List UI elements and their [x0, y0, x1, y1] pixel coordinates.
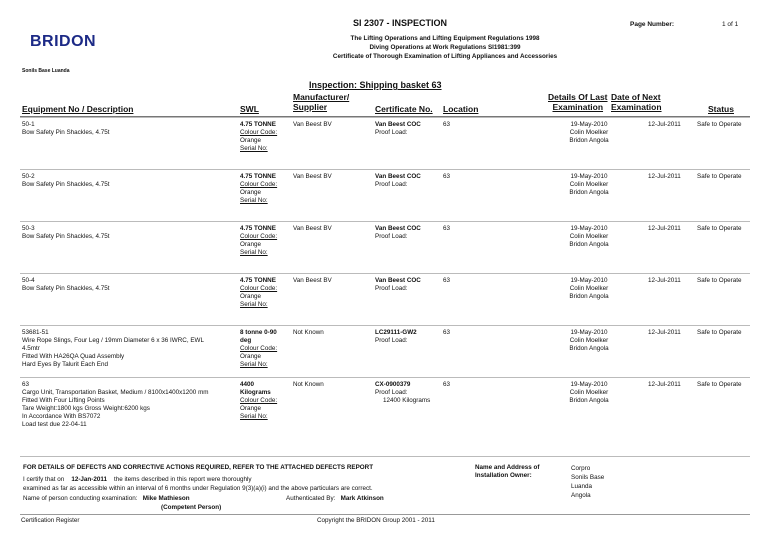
equipment-number: 53681-51	[22, 329, 49, 336]
swl-cell	[240, 329, 292, 369]
status-cell: Safe to Operate	[697, 329, 742, 336]
status-cell: Safe to Operate	[697, 381, 742, 388]
certificate-cell	[375, 173, 421, 189]
last-exam-org: Bridon Angola	[569, 345, 609, 352]
certification-register: Certification Register	[21, 517, 80, 524]
equipment-cell	[22, 121, 240, 137]
owner-address-line: Sonils Base	[571, 474, 605, 481]
col-manufacturer-line2: Supplier	[293, 102, 328, 112]
serial-no-label: Serial No:	[240, 413, 268, 420]
equipment-description-line: Fitted With HA26QA Quad Assembly	[22, 353, 125, 360]
swl-value-cont: Kilograms	[240, 389, 271, 396]
equipment-description-line: 4.5mtr	[22, 345, 40, 352]
colour-code-value: Orange	[240, 137, 262, 144]
col-manufacturer-line1: Manufacturer/	[293, 92, 350, 102]
examiner-name: Mike Mathieson	[142, 495, 190, 502]
location-cell: 63	[443, 329, 451, 336]
certify-line	[23, 476, 252, 483]
last-exam-cell	[547, 277, 631, 301]
equipment-cell	[22, 381, 240, 429]
next-exam-cell: 12-Jul-2011	[648, 277, 681, 284]
equipment-description-line: Bow Safety Pin Shackles, 4.75t	[22, 129, 110, 136]
last-exam-cell	[547, 225, 631, 249]
equipment-description-line: Cargo Unit, Transportation Basket, Medium / 8100x1400x1200 mm	[22, 389, 209, 396]
last-exam-date: 19-May-2010	[570, 173, 608, 180]
table-row	[20, 117, 750, 170]
swl-value: 4.75 TONNE	[240, 277, 276, 284]
certificate-cell	[375, 121, 421, 137]
col-next-exam	[611, 92, 662, 112]
manufacturer-cell: Van Beest BV	[293, 225, 332, 232]
colour-code-label: Colour Code:	[240, 285, 278, 292]
col-certificate: Certificate No.	[375, 104, 433, 114]
certificate-number: Van Beest COC	[375, 277, 421, 284]
regulation-line-1: The Lifting Operations and Lifting Equipment Regulations 1998	[350, 35, 540, 42]
next-exam-cell: 12-Jul-2011	[648, 173, 681, 180]
colour-code-value: Orange	[240, 241, 262, 248]
last-exam-org: Bridon Angola	[569, 293, 609, 300]
proof-load-label: Proof Load:	[375, 233, 408, 240]
last-exam-by: Colin Moelker	[569, 181, 609, 188]
last-exam-by: Colin Moelker	[569, 129, 609, 136]
last-exam-org: Bridon Angola	[569, 397, 609, 404]
next-exam-cell: 12-Jul-2011	[648, 329, 681, 336]
page-number-value: 1 of 1	[722, 21, 739, 28]
location-cell: 63	[443, 225, 451, 232]
equipment-number: 50-2	[22, 173, 35, 180]
last-exam-by: Colin Moelker	[569, 337, 609, 344]
status-cell: Safe to Operate	[697, 121, 742, 128]
regulation-line-2: Diving Operations at Work Regulations SI1981:399	[369, 44, 521, 51]
proof-load-label: Proof Load:	[375, 181, 408, 188]
col-manufacturer	[293, 92, 349, 112]
copyright: Copyright the BRIDON Group 2001 - 2011	[317, 517, 435, 524]
examiner-role: (Competent Person)	[161, 504, 222, 511]
table-row	[20, 273, 750, 326]
last-exam-date: 19-May-2010	[570, 381, 608, 388]
certificate-cell	[375, 329, 417, 345]
serial-no-label: Serial No:	[240, 145, 268, 152]
proof-load-label: Proof Load:	[375, 285, 408, 292]
examiner-line	[23, 495, 190, 502]
location-cell: 63	[443, 277, 451, 284]
manufacturer-cell: Not Known	[293, 381, 324, 388]
certify-pre: I certify that on	[23, 476, 65, 483]
regulation-line-3: Certificate of Thorough Examination of Lifting Appliances and Accessories	[332, 53, 558, 60]
colour-code-label: Colour Code:	[240, 129, 278, 136]
col-last-exam	[548, 92, 608, 112]
last-exam-date: 19-May-2010	[570, 277, 608, 284]
manufacturer-cell: Not Known	[293, 329, 324, 336]
location-cell: 63	[443, 173, 451, 180]
swl-cell	[240, 381, 292, 421]
swl-cell	[240, 173, 292, 205]
swl-value: 4400	[240, 381, 255, 388]
proof-load-value: 12400 Kilograms	[383, 397, 431, 404]
certificate-cell	[375, 225, 421, 241]
last-exam-by: Colin Moelker	[569, 389, 609, 396]
last-exam-date: 19-May-2010	[570, 329, 608, 336]
col-location: Location	[443, 104, 479, 114]
next-exam-cell: 12-Jul-2011	[648, 381, 681, 388]
last-exam-date: 19-May-2010	[570, 121, 608, 128]
defects-notice: FOR DETAILS OF DEFECTS AND CORRECTIVE ACTIONS REQUIRED, REFER TO THE ATTACHED DEFECTS REPORT	[23, 464, 374, 471]
manufacturer-cell: Van Beest BV	[293, 277, 332, 284]
col-last-exam-line2: Examination	[552, 102, 604, 112]
page-footer	[20, 514, 750, 524]
colour-code-label: Colour Code:	[240, 397, 278, 404]
serial-no-label: Serial No:	[240, 197, 268, 204]
certify-line-2: examined as far as accessible within an interval of 6 months under Regulation 9(3)(a)(i) and the above particulars are correct.	[23, 485, 373, 492]
owner-label-1: Name and Address of	[475, 464, 540, 471]
last-exam-cell	[547, 121, 631, 145]
equipment-cell	[22, 329, 240, 369]
inspection-title: Inspection: Shipping basket 63	[309, 80, 442, 90]
last-exam-cell	[547, 173, 631, 197]
colour-code-value: Orange	[240, 353, 262, 360]
serial-no-label: Serial No:	[240, 249, 268, 256]
colour-code-label: Colour Code:	[240, 181, 278, 188]
equipment-number: 50-4	[22, 277, 35, 284]
proof-load-label: Proof Load:	[375, 129, 408, 136]
certify-date: 12-Jan-2011	[71, 476, 108, 483]
col-status: Status	[708, 104, 734, 114]
table-row	[20, 169, 750, 222]
colour-code-label: Colour Code:	[240, 233, 278, 240]
status-cell: Safe to Operate	[697, 173, 742, 180]
manufacturer-cell: Van Beest BV	[293, 173, 332, 180]
next-exam-cell: 12-Jul-2011	[648, 225, 681, 232]
page-number-label: Page Number:	[630, 21, 675, 28]
table-row	[20, 377, 750, 430]
col-next-exam-line1: Date of Next	[611, 92, 661, 102]
equipment-cell	[22, 225, 240, 241]
last-exam-org: Bridon Angola	[569, 241, 609, 248]
certify-post: the items described in this report were thoroughly	[114, 476, 252, 483]
colour-code-value: Orange	[240, 405, 262, 412]
colour-code-label: Colour Code:	[240, 345, 278, 352]
swl-cell	[240, 225, 292, 257]
equipment-description-line: Bow Safety Pin Shackles, 4.75t	[22, 233, 110, 240]
swl-cell	[240, 277, 292, 309]
last-exam-org: Bridon Angola	[569, 137, 609, 144]
location-cell: 63	[443, 381, 451, 388]
table-row	[20, 221, 750, 274]
certificate-number: Van Beest COC	[375, 225, 421, 232]
owner-address	[571, 464, 604, 500]
equipment-cell	[22, 173, 240, 189]
table-row	[20, 325, 750, 378]
certificate-cell	[375, 381, 430, 405]
examiner-label: Name of person conducting examination:	[23, 495, 138, 502]
status-cell: Safe to Operate	[697, 277, 742, 284]
owner-address-line: Angola	[571, 492, 591, 499]
equipment-description-line: Wire Rope Slings, Four Leg / 19mm Diameter 6 x 36 IWRC, EWL	[22, 337, 204, 344]
col-swl: SWL	[240, 104, 259, 114]
page-title: SI 2307 - INSPECTION	[352, 18, 448, 28]
last-exam-cell	[547, 381, 631, 405]
bridon-logo: BRIDON	[30, 33, 97, 50]
authenticated-label: Authenticated By:	[286, 495, 336, 502]
equipment-description-line: In Accordance With BS7072	[22, 413, 101, 420]
authenticated-line	[286, 495, 384, 502]
equipment-description-line: Load test due 22-04-11	[22, 421, 87, 428]
site-name: Sonils Base Luanda	[22, 68, 70, 74]
last-exam-date: 19-May-2010	[570, 225, 608, 232]
serial-no-label: Serial No:	[240, 361, 268, 368]
owner-label-2: Installation Owner:	[475, 472, 532, 479]
last-exam-cell	[547, 329, 631, 353]
colour-code-value: Orange	[240, 293, 262, 300]
swl-value: 4.75 TONNE	[240, 121, 276, 128]
proof-load-label: Proof Load:	[375, 389, 408, 396]
equipment-description-line: Hard Eyes By Talurit Each End	[22, 361, 108, 368]
authenticated-name: Mark Atkinson	[340, 495, 384, 502]
manufacturer-cell: Van Beest BV	[293, 121, 332, 128]
equipment-cell	[22, 277, 240, 293]
certification-footer	[20, 456, 750, 513]
owner-address-line: Luanda	[571, 483, 593, 490]
col-last-exam-line1: Details Of Last	[548, 92, 608, 102]
colour-code-value: Orange	[240, 189, 262, 196]
certificate-number: Van Beest COC	[375, 121, 421, 128]
equipment-description-line: Fitted With Four Lifting Points	[22, 397, 105, 404]
certificate-number: LC29111-GW2	[375, 329, 417, 336]
equipment-description-line: Bow Safety Pin Shackles, 4.75t	[22, 285, 110, 292]
location-cell: 63	[443, 121, 451, 128]
swl-value: 8 tonne 0-90	[240, 329, 277, 336]
status-cell: Safe to Operate	[697, 225, 742, 232]
last-exam-org: Bridon Angola	[569, 189, 609, 196]
proof-load-label: Proof Load:	[375, 337, 408, 344]
equipment-number: 50-3	[22, 225, 35, 232]
last-exam-by: Colin Moelker	[569, 285, 609, 292]
next-exam-cell: 12-Jul-2011	[648, 121, 681, 128]
certificate-number: CX-0900379	[375, 381, 411, 388]
col-equipment: Equipment No / Description	[22, 104, 134, 114]
last-exam-by: Colin Moelker	[569, 233, 609, 240]
certificate-number: Van Beest COC	[375, 173, 421, 180]
swl-value-cont: deg	[240, 337, 252, 344]
swl-value: 4.75 TONNE	[240, 225, 276, 232]
equipment-number: 63	[22, 381, 30, 388]
swl-cell	[240, 121, 292, 153]
serial-no-label: Serial No:	[240, 301, 268, 308]
col-next-exam-line2: Examination	[611, 102, 662, 112]
certificate-cell	[375, 277, 421, 293]
swl-value: 4.75 TONNE	[240, 173, 276, 180]
equipment-description-line: Tare Weight:1800 kgs Gross Weight:6200 kgs	[22, 405, 150, 412]
owner-address-line: Corpro	[571, 465, 591, 472]
equipment-number: 50-1	[22, 121, 35, 128]
equipment-description-line: Bow Safety Pin Shackles, 4.75t	[22, 181, 110, 188]
